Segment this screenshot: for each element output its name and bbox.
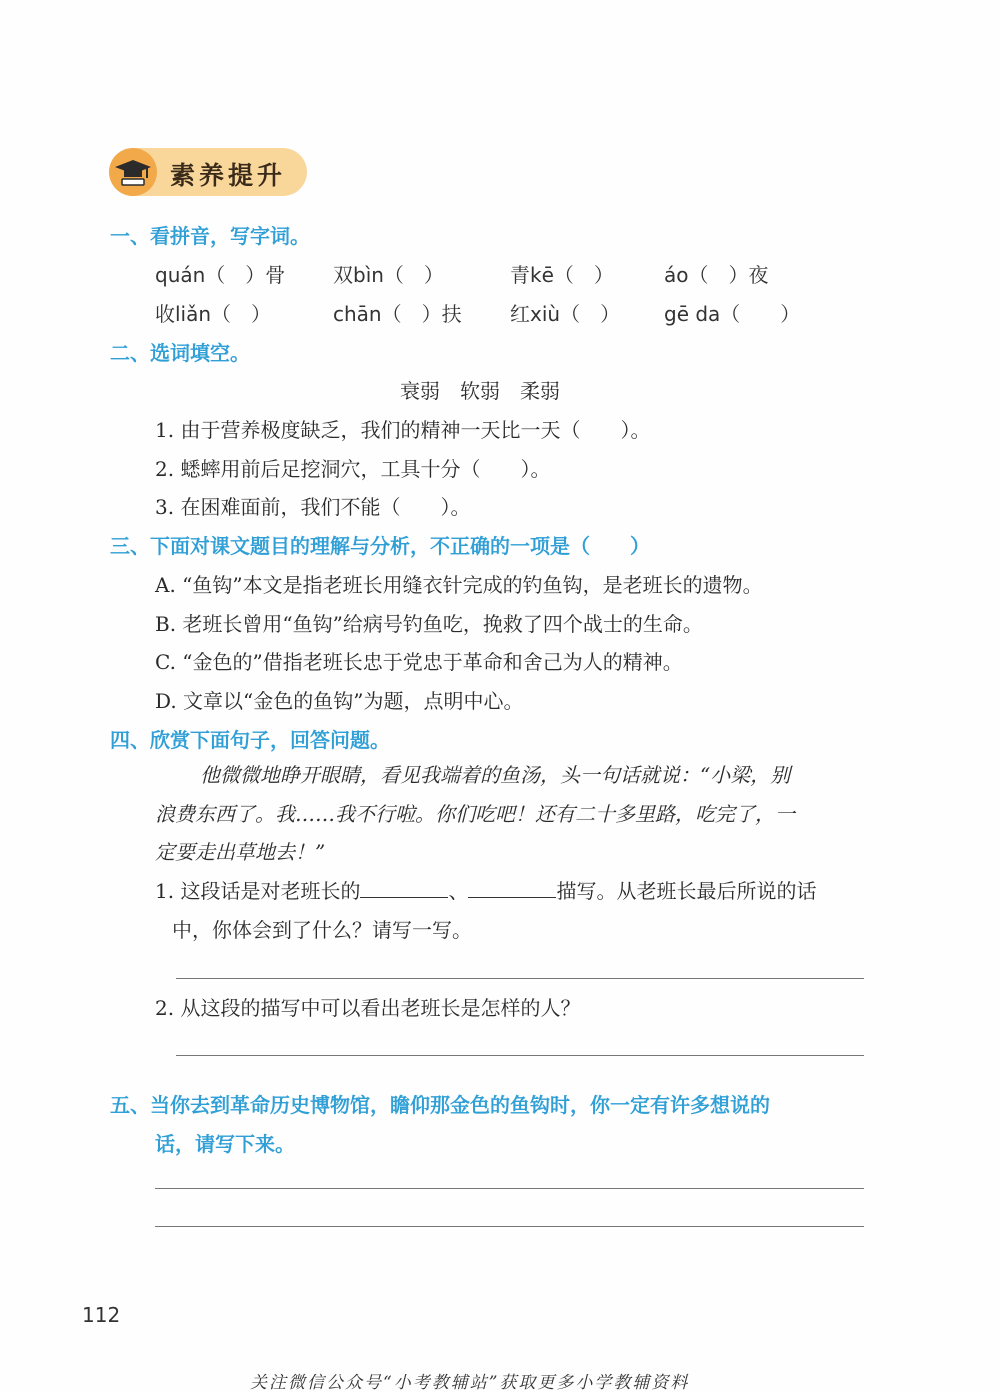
pinyin-item: 双bìn（ ）	[333, 263, 444, 287]
question-text: 中，你体会到了什么？请写一写。	[172, 918, 472, 942]
banner-icon-circle	[109, 148, 157, 196]
section2-heading: 二、选词填空。	[110, 341, 250, 365]
section5-heading-cont: 话，请写下来。	[155, 1132, 295, 1156]
question-item: 2. 蟋蟀用前后足挖洞穴，工具十分（ ）。	[155, 457, 551, 481]
option-c: C. “金色的”借指老班长忠于党忠于革命和舍己为人的精神。	[155, 650, 683, 674]
option-b: B. 老班长曾用“鱼钩”给病号钓鱼吃，挽救了四个战士的生命。	[155, 612, 703, 636]
graduation-cap-icon	[109, 148, 157, 196]
answer-blank[interactable]	[468, 877, 556, 898]
pinyin-item: gē da（ ）	[664, 302, 801, 326]
section4-heading: 四、欣赏下面句子，回答问题。	[110, 728, 390, 752]
answer-blank[interactable]	[360, 877, 448, 898]
pinyin-item: quán（ ）骨	[155, 263, 286, 287]
section3-heading: 三、下面对课文题目的理解与分析，不正确的一项是（ ）	[110, 534, 650, 558]
word-choices: 衰弱 软弱 柔弱	[400, 379, 560, 403]
passage-line: 他微微地睁开眼睛，看见我端着的鱼汤，头一句话就说：“小梁，别	[200, 763, 791, 787]
answer-line[interactable]	[155, 1188, 864, 1189]
question-text: 描写。从老班长最后所说的话	[556, 879, 817, 903]
passage-line: 定要走出草地去！”	[155, 840, 326, 864]
pinyin-item: áo（ ）夜	[664, 263, 769, 287]
pinyin-item: 收liǎn（ ）	[155, 302, 272, 326]
pinyin-item: chān（ ）扶	[333, 302, 462, 326]
pinyin-item: 青kē（ ）	[510, 263, 614, 287]
answer-line[interactable]	[155, 1226, 864, 1227]
footer-note: 关注微信公众号“小考教辅站”获取更多小学教辅资料	[250, 1373, 690, 1393]
question-text: 1. 这段话是对老班长的	[155, 879, 361, 903]
answer-line[interactable]	[176, 978, 864, 979]
section5-heading: 五、当你去到革命历史博物馆，瞻仰那金色的鱼钩时，你一定有许多想说的	[110, 1093, 770, 1117]
question-item: 2. 从这段的描写中可以看出老班长是怎样的人？	[155, 996, 581, 1020]
page-number: 112	[82, 1303, 121, 1327]
question-item: 3. 在困难面前，我们不能（ ）。	[155, 495, 471, 519]
section1-heading: 一、看拼音，写字词。	[110, 224, 310, 248]
banner-title: 素养提升	[170, 161, 287, 190]
passage-line: 浪费东西了。我……我不行啦。你们吃吧！还有二十多里路，吃完了，一	[155, 802, 795, 826]
option-d: D. 文章以“金色的鱼钩”为题，点明中心。	[155, 689, 524, 713]
question-item	[155, 875, 816, 904]
option-a: A. “鱼钩”本文是指老班长用缝衣针完成的钓鱼钩，是老班长的遗物。	[155, 573, 763, 597]
separator: 、	[448, 879, 469, 903]
answer-line[interactable]	[176, 1055, 864, 1056]
question-item: 1. 由于营养极度缺乏，我们的精神一天比一天（ ）。	[155, 418, 651, 442]
pinyin-item: 红xiù（ ）	[510, 302, 621, 326]
